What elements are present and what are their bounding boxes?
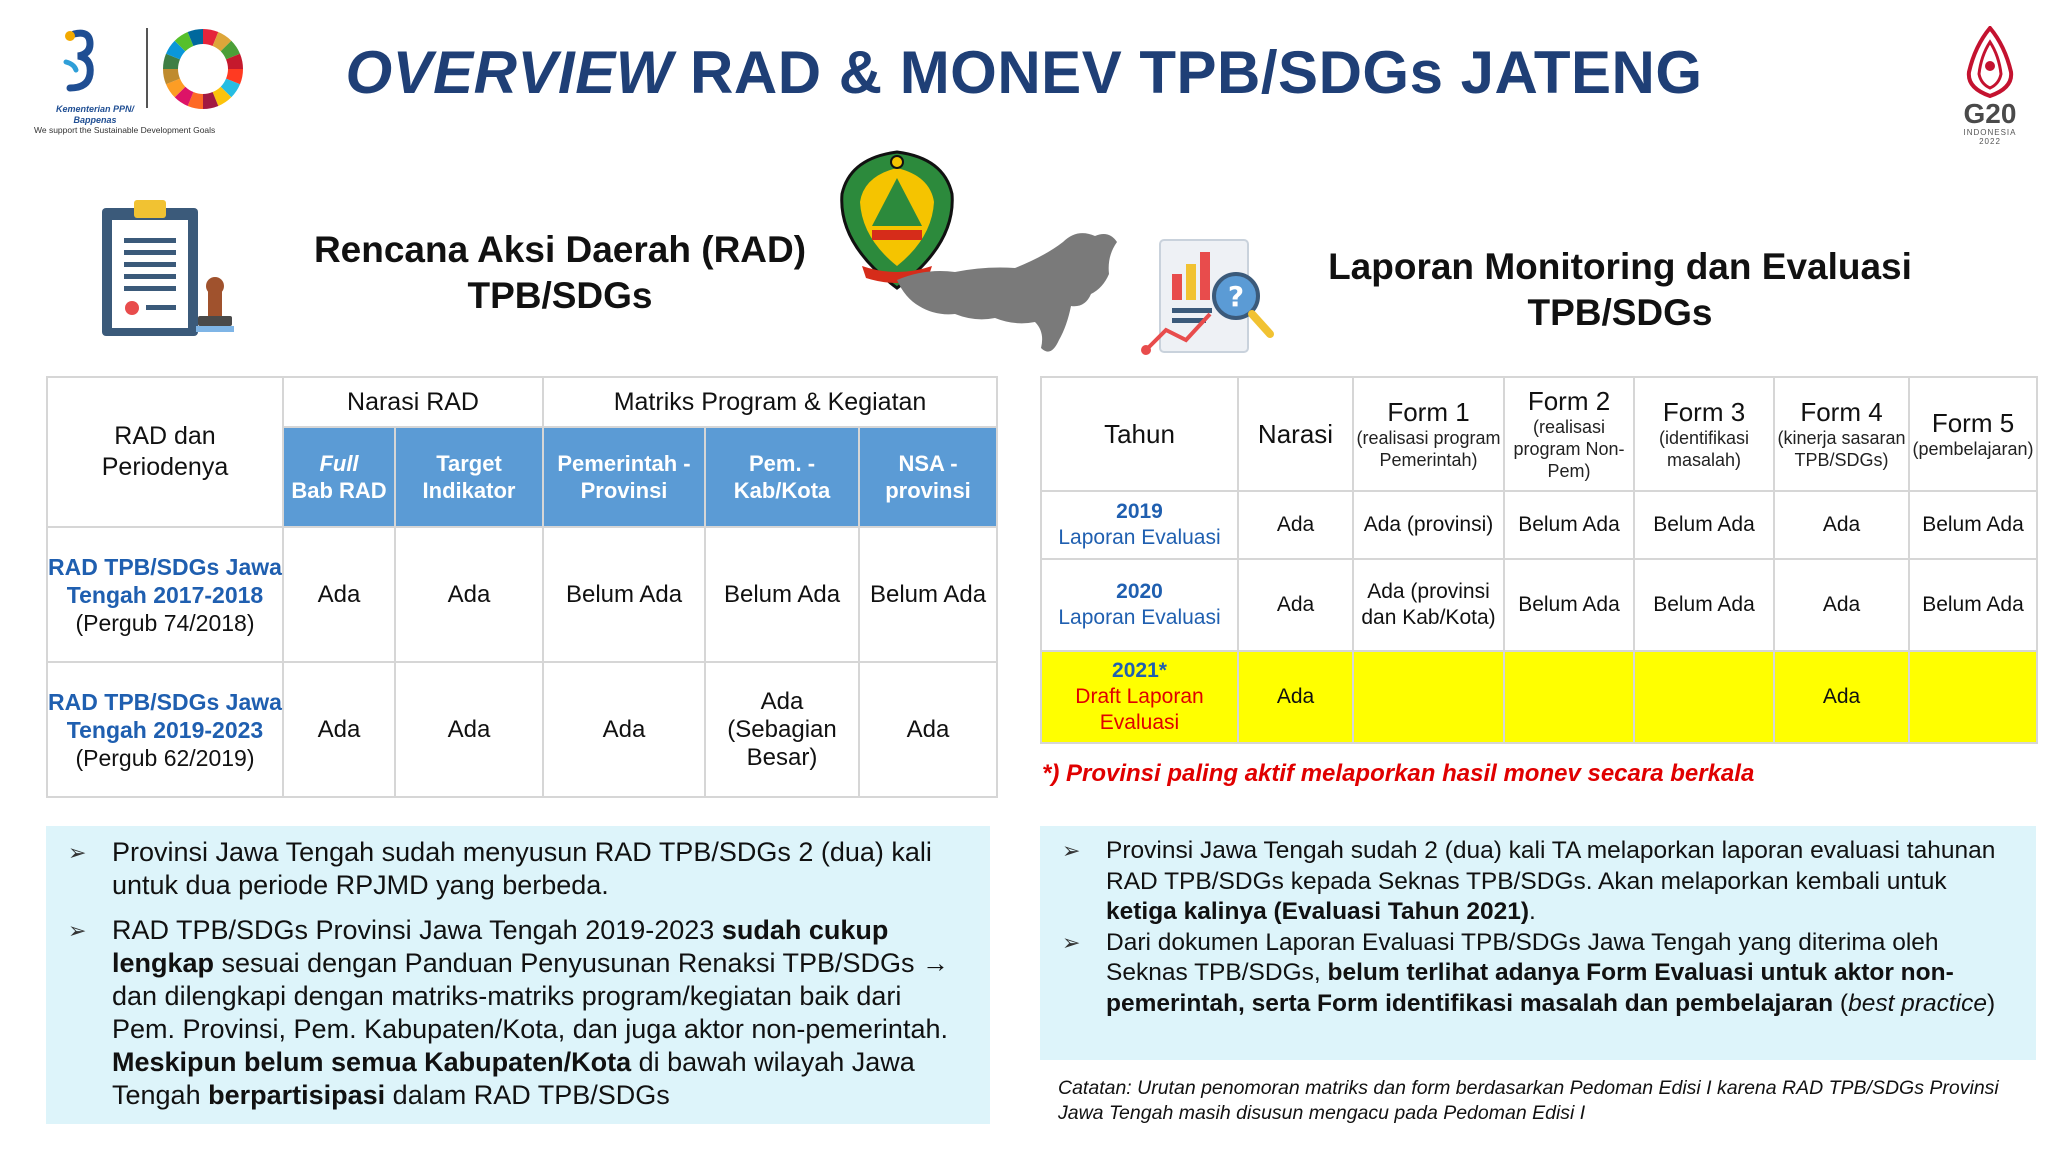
monev-footnote: *) Provinsi paling aktif melaporkan hasil monev secara berkala (1042, 760, 1755, 787)
monev-cell-f3: Belum Ada (1634, 491, 1774, 559)
monev-row-year (1041, 651, 1238, 743)
form-desc: (kinerja sasaran TPB/SDGs) (1777, 428, 1906, 470)
form-desc: (pembelajaran) (1912, 439, 2034, 459)
form-name: Form 5 (1931, 408, 2015, 438)
bullet-text (1106, 836, 2016, 928)
rad-cell-pemkab: Belum Ada (705, 527, 859, 662)
page-title-italic: OVERVIEW (345, 39, 673, 106)
rad-cell-full-bab: Ada (283, 662, 395, 797)
monev-cell-f5 (1909, 651, 2037, 743)
arrow-bullet-icon: ➢ (1062, 838, 1081, 863)
svg-text:?: ? (1227, 280, 1245, 313)
rad-col-full-rest: Bab RAD (291, 478, 387, 503)
text-run-bold: berpartisipasi (208, 1080, 386, 1110)
rad-cell-pemprov: Belum Ada (543, 527, 705, 662)
monev-cell-f5: Belum Ada (1909, 559, 2037, 651)
text-run-bold: sudah cukup lengkap (112, 915, 889, 978)
text-run: Dari dokumen Laporan Evaluasi TPB/SDGs Jawa Tengah yang diterima oleh Seknas TPB/SDGs, (1106, 928, 1939, 986)
rad-col-pemkab: Pem. - Kab/Kota (705, 427, 859, 527)
text-run: RAD TPB/SDGs Provinsi Jawa Tengah 2019-2023 (112, 915, 722, 945)
page-title-rest: RAD & MONEV TPB/SDGs JATENG (672, 39, 1703, 106)
bullet-text: Provinsi Jawa Tengah sudah menyusun RAD TPB/SDGs 2 (dua) kali untuk dua periode RPJMD yang berbeda. (112, 837, 932, 900)
rad-cell-target: Ada (395, 527, 543, 662)
monev-cell-f2: Belum Ada (1504, 559, 1634, 651)
rad-row-label (47, 527, 283, 662)
form-desc: (realisasi program Non-Pem) (1513, 417, 1625, 481)
bappenas-name: Kementerian PPN/ Bappenas (55, 104, 135, 125)
rad-cell-pemkab: Ada (Sebagian Besar) (705, 662, 859, 797)
monev-col-narasi: Narasi (1238, 377, 1353, 491)
list-item (62, 836, 970, 902)
list-item (1056, 928, 2016, 1020)
rad-cell-target: Ada (395, 662, 543, 797)
text-run: Provinsi Jawa Tengah sudah 2 (dua) kali TA melaporkan laporan evaluasi tahunan RAD TPB/SDGs kepada Seknas TPB/SDGs. Akan melaporkan kembali untuk (1106, 837, 1996, 895)
report-analysis-icon (1140, 230, 1278, 364)
rad-col-full-italic: Full (319, 451, 359, 476)
monev-cell-f4: Ada (1774, 491, 1909, 559)
rad-cell-nsa: Belum Ada (859, 527, 997, 662)
monev-cell-f1: Ada (provinsi) (1353, 491, 1504, 559)
rad-summary-box (46, 826, 990, 1124)
monev-col-form4 (1774, 377, 1909, 491)
rad-row-label-bold: RAD TPB/SDGs Jawa Tengah 2017-2018 (48, 553, 282, 608)
rad-group-matriks: Matriks Program & Kegiatan (543, 377, 997, 427)
monev-cell-f5: Belum Ada (1909, 491, 2037, 559)
list-item (1056, 836, 2016, 928)
arrow-bullet-icon: ➢ (1062, 929, 1081, 955)
monev-title-line2: TPB/SDGs (1527, 292, 1713, 333)
table-row (1041, 491, 2037, 559)
page-title (0, 38, 2048, 107)
rad-table (46, 376, 998, 798)
monev-cell-f3 (1634, 651, 1774, 743)
monev-year: 2019 (1116, 500, 1163, 523)
monev-cell-f3: Belum Ada (1634, 559, 1774, 651)
monev-year: 2021* (1112, 659, 1167, 682)
monev-cell-f4: Ada (1774, 651, 1909, 743)
monev-summary-box (1040, 826, 2036, 1060)
rad-cell-nsa: Ada (859, 662, 997, 797)
monev-cell-narasi: Ada (1238, 491, 1353, 559)
jateng-map-icon (895, 222, 1125, 362)
monev-title-line1: Laporan Monitoring dan Evaluasi (1328, 246, 1912, 287)
rad-row-label-bold: RAD TPB/SDGs Jawa Tengah 2019-2023 (48, 688, 282, 743)
form-name: Form 2 (1527, 386, 1611, 416)
monev-doc: Draft Laporan Evaluasi (1075, 685, 1204, 734)
arrow-bullet-icon: ➢ (68, 840, 87, 865)
g20-gunungan-icon (1955, 26, 2025, 100)
monev-row-year (1041, 491, 1238, 559)
text-run-bold: ketiga kalinya (Evaluasi Tahun 2021) (1106, 898, 1530, 925)
rad-corner-header: RAD dan Periodenya (47, 377, 283, 527)
table-row-highlighted (1041, 651, 2037, 743)
rad-col-pemprov: Pemerintah - Provinsi (543, 427, 705, 527)
bullet-text (112, 914, 970, 1112)
monev-cell-f4: Ada (1774, 559, 1909, 651)
monev-col-form5 (1909, 377, 2037, 491)
rad-section-title (280, 227, 840, 319)
monev-table (1040, 376, 2038, 744)
text-run: ) (1986, 989, 1996, 1017)
g20-country: INDONESIA 2022 (1963, 128, 2017, 146)
rad-row-label-ref: (Pergub 74/2018) (75, 609, 255, 636)
rad-col-target: Target Indikator (395, 427, 543, 527)
text-run: sesuai dengan Panduan Penyusunan Renaksi TPB/SDGs → dan dilengkapi dengan matriks-matriks program/kegiatan baik dari Pem. Provinsi, Pem. Kabupaten/Kota, dan juga aktor non-pemerintah. (112, 948, 949, 1044)
monev-cell-f2: Belum Ada (1504, 491, 1634, 559)
monev-doc: Laporan Evaluasi (1058, 606, 1221, 629)
monev-cell-f2 (1504, 651, 1634, 743)
form-name: Form 4 (1800, 397, 1883, 427)
rad-row-label-ref: (Pergub 62/2019) (75, 744, 255, 771)
table-row (47, 662, 997, 797)
rad-row-label (47, 662, 283, 797)
text-run: . (1529, 898, 1536, 925)
monev-col-tahun: Tahun (1041, 377, 1238, 491)
rad-group-narasi: Narasi RAD (283, 377, 543, 427)
text-run: dalam RAD TPB/SDGs (385, 1080, 670, 1110)
monev-row-year (1041, 559, 1238, 651)
text-run-bold: belum terlihat adanya Form Evaluasi untuk aktor non-pemerintah, serta Form identifikasi masalah dan pembelajaran (1106, 959, 1954, 1017)
g20-logo (1955, 26, 2025, 148)
monev-year: 2020 (1116, 580, 1163, 603)
form-name: Form 3 (1662, 397, 1746, 427)
table-row (1041, 559, 2037, 651)
monev-doc: Laporan Evaluasi (1058, 526, 1221, 549)
rad-title-line1: Rencana Aksi Daerah (RAD) (313, 229, 807, 270)
text-run-italic: best practice (1848, 989, 1987, 1017)
list-item (62, 914, 970, 1112)
bullet-text (1106, 928, 2016, 1020)
text-run-bold: Meskipun belum semua Kabupaten/Kota (112, 1047, 632, 1077)
monev-cell-narasi: Ada (1238, 559, 1353, 651)
form-desc: (identifikasi masalah) (1658, 428, 1750, 470)
bappenas-tagline: We support the Sustainable Development Goals (34, 125, 216, 135)
form-name: Form 1 (1387, 397, 1470, 427)
text-run: ( (1833, 989, 1849, 1017)
monev-cell-f1 (1353, 651, 1504, 743)
g20-text: G20 (1963, 98, 2017, 129)
rad-col-nsa: NSA - provinsi (859, 427, 997, 527)
rad-cell-full-bab: Ada (283, 527, 395, 662)
form-desc: (realisasi program Pemerintah) (1356, 428, 1501, 470)
arrow-bullet-icon: ➢ (68, 918, 87, 943)
monev-section-title (1300, 244, 1940, 336)
monev-cell-narasi: Ada (1238, 651, 1353, 743)
text-run: di bawah wilayah Jawa Tengah (112, 1047, 915, 1110)
rad-title-line2: TPB/SDGs (467, 275, 653, 316)
rad-cell-pemprov: Ada (543, 662, 705, 797)
table-row (47, 527, 997, 662)
catatan-note: Catatan: Urutan penomoran matriks dan form berdasarkan Pedoman Edisi I karena RAD TPB/SDGs Provinsi Jawa Tengah masih disusun mengacu pada Pedoman Edisi I (1058, 1077, 1999, 1124)
monev-col-form1 (1353, 377, 1504, 491)
clipboard-document-icon (96, 198, 242, 344)
monev-col-form3 (1634, 377, 1774, 491)
rad-col-full-bab (283, 427, 395, 527)
monev-col-form2 (1504, 377, 1634, 491)
monev-cell-f1: Ada (provinsi dan Kab/Kota) (1353, 559, 1504, 651)
